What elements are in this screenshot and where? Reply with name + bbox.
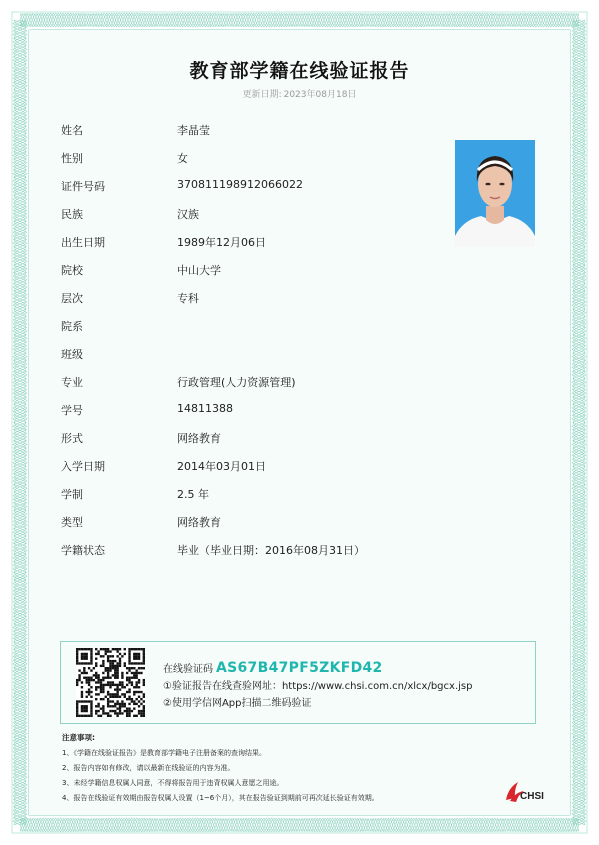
field-label: 类型: [61, 516, 83, 529]
portrait-image: [455, 140, 535, 247]
verification-text: [163, 660, 472, 712]
chsi-logo-text: CHSI: [520, 791, 544, 802]
verification-app-line: ②使用学信网App扫描二维码验证: [163, 698, 312, 709]
field-label: 形式: [61, 432, 83, 445]
note-item: 3、未经学籍信息权属人同意，不得将报告用于违背权属人意愿之用途。: [62, 779, 284, 787]
field-label: 院校: [61, 264, 83, 277]
notes-title: 注意事项:: [62, 733, 95, 742]
student-photo: [455, 140, 535, 247]
verification-code-line: [163, 660, 472, 678]
qr-code[interactable]: [76, 648, 145, 717]
field-label: 入学日期: [61, 460, 105, 473]
field-value: 李晶莹: [177, 124, 210, 137]
field-value: 中山大学: [177, 264, 221, 277]
updated-value: 2023年08月18日: [283, 90, 357, 100]
field-label: 学籍状态: [61, 544, 105, 557]
updated-date: [0, 87, 599, 100]
note-item: 1、《学籍在线验证报告》是教育部学籍电子注册备案的查询结果。: [62, 749, 266, 757]
field-value: 370811198912066022: [177, 178, 303, 191]
updated-label: 更新日期:: [242, 90, 282, 100]
field-label: 院系: [61, 320, 83, 333]
field-label: 专业: [61, 376, 83, 389]
field-value: 14811388: [177, 402, 233, 415]
field-label: 学制: [61, 488, 83, 501]
field-value: 2014年03月01日: [177, 460, 266, 473]
field-label: 出生日期: [61, 236, 105, 249]
field-value: 网络教育: [177, 432, 221, 445]
field-label: 性别: [61, 152, 83, 165]
field-value: 毕业（毕业日期：2016年08月31日）: [177, 544, 365, 557]
field-value: 行政管理(人力资源管理): [177, 376, 296, 389]
field-value: 女: [177, 152, 188, 165]
verification-code-label: 在线验证码: [163, 664, 213, 675]
field-label: 层次: [61, 292, 83, 305]
field-value: 2.5 年: [177, 488, 209, 501]
note-item: 2、报告内容如有修改，请以最新在线验证的内容为准。: [62, 764, 235, 772]
verification-code: AS67B47PF5ZKFD42: [216, 660, 383, 676]
verification-url-line: ①验证报告在线查验网址：https://www.chsi.com.cn/xlcx/bgcx.jsp: [163, 681, 473, 692]
field-label: 学号: [61, 404, 83, 417]
verification-box: [60, 641, 536, 724]
field-label: 证件号码: [61, 180, 105, 193]
field-label: 班级: [61, 348, 83, 361]
field-label: 姓名: [61, 124, 83, 137]
note-item: 4、报告在线验证有效期由报告权属人设置（1~6个月），其在报告验证到期前可再次延长验证有效期。: [62, 794, 379, 802]
field-value: 专科: [177, 292, 199, 305]
field-label: 民族: [61, 208, 83, 221]
field-value: 网络教育: [177, 516, 221, 529]
report-title: 教育部学籍在线验证报告: [189, 60, 410, 82]
field-value: 汉族: [177, 208, 199, 221]
notes-section: [62, 730, 502, 806]
field-value: 1989年12月06日: [177, 236, 266, 249]
